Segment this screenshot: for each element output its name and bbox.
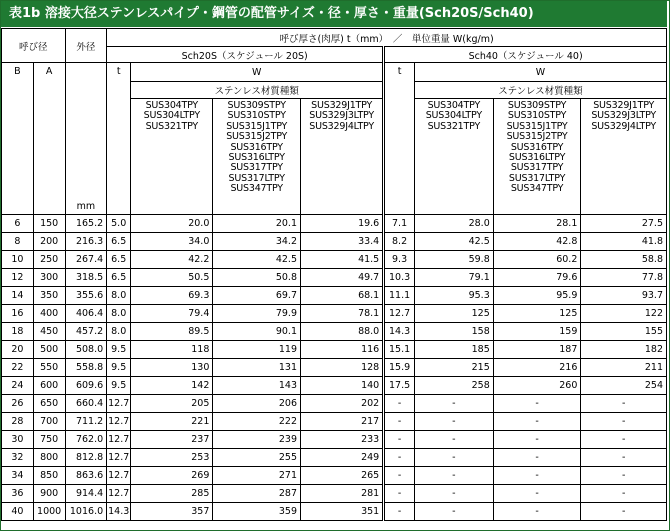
outer-diameter-cell: 762.0 <box>65 431 107 449</box>
sch40-weight-group-2-cell: 187 <box>493 341 581 359</box>
sch20s-thickness-cell: 12.7 <box>107 413 131 431</box>
sch40-weight-group-3-cell: - <box>581 395 667 413</box>
sch20s-thickness-cell: 9.5 <box>107 377 131 395</box>
table-row <box>2 323 667 341</box>
material-grade: SUS329J3LTPY <box>591 110 657 122</box>
sch20s-weight-group-3-cell: 249 <box>301 449 384 467</box>
sch20s-thickness-cell: 6.5 <box>107 269 131 287</box>
sch40-weight-group-1-cell: 215 <box>414 359 493 377</box>
outer-diameter-cell: 318.5 <box>65 269 107 287</box>
table-row <box>2 503 667 521</box>
table-row <box>2 341 667 359</box>
sch40-weight-group-3-cell: - <box>581 449 667 467</box>
sch20s-weight-group-2-cell: 222 <box>213 413 301 431</box>
material-grade: SUS316LTPY <box>228 152 285 164</box>
table-row <box>2 395 667 413</box>
sch40-header: Sch40（スケジュール 40) <box>384 47 667 63</box>
sch20s-weight-group-3-cell: 78.1 <box>301 305 384 323</box>
sch20s-weight-group-2-cell: 79.9 <box>213 305 301 323</box>
outer-diameter-cell: 558.8 <box>65 359 107 377</box>
sch20s-thickness-cell: 12.7 <box>107 449 131 467</box>
size-b-cell: 32 <box>2 449 34 467</box>
table-row <box>2 359 667 377</box>
outer-diameter-cell: 711.2 <box>65 413 107 431</box>
sch20s-weight-group-2-cell: 206 <box>213 395 301 413</box>
sch40-thickness-cell: 8.2 <box>384 233 415 251</box>
sch20s-weight-group-3-cell: 128 <box>301 359 384 377</box>
sch20s-material-group-1 <box>131 99 213 215</box>
outer-diameter-cell: 165.2 <box>65 215 107 233</box>
material-grade: SUS329J4LTPY <box>309 120 374 132</box>
material-grade: SUS304LTPY <box>143 110 200 122</box>
size-b-cell: 16 <box>2 305 34 323</box>
sch40-weight-group-1-cell: - <box>414 395 493 413</box>
size-a-cell: 450 <box>33 323 65 341</box>
sch20s-thickness-cell: 5.0 <box>107 215 131 233</box>
sch40-weight-group-1-cell: 59.8 <box>414 251 493 269</box>
sch20s-weight-group-2-cell: 42.5 <box>213 251 301 269</box>
sch40-material-group-2 <box>493 99 581 215</box>
sch20s-weight-group-1-cell: 237 <box>131 431 213 449</box>
sch40-t-header: t <box>384 63 415 215</box>
table-row <box>2 269 667 287</box>
sch20s-weight-group-3-cell: 233 <box>301 431 384 449</box>
material-grade: SUS317LTPY <box>228 172 285 184</box>
sch40-thickness-cell: 11.1 <box>384 287 415 305</box>
sch20s-weight-group-1-cell: 253 <box>131 449 213 467</box>
sch40-thickness-cell: 7.1 <box>384 215 415 233</box>
sch20s-thickness-cell: 14.3 <box>107 503 131 521</box>
sch40-thickness-cell: - <box>384 431 415 449</box>
size-a-cell: 850 <box>33 467 65 485</box>
sch20s-weight-group-3-cell: 88.0 <box>301 323 384 341</box>
pipe-size-table <box>1 28 667 521</box>
sch40-weight-group-2-cell: 60.2 <box>493 251 581 269</box>
material-grade: SUS309STPY <box>507 100 567 111</box>
unit-mm-label: mm <box>65 63 107 215</box>
outer-diameter-cell: 609.6 <box>65 377 107 395</box>
sch40-weight-group-2-cell: 125 <box>493 305 581 323</box>
sch40-weight-group-1-cell: 185 <box>414 341 493 359</box>
sch40-weight-group-3-cell: 211 <box>581 359 667 377</box>
size-a-cell: 700 <box>33 413 65 431</box>
table-row <box>2 377 667 395</box>
material-grade: SUS316TPY <box>510 141 564 153</box>
size-b-cell: 12 <box>2 269 34 287</box>
size-b-cell: 24 <box>2 377 34 395</box>
sch20s-weight-group-3-cell: 116 <box>301 341 384 359</box>
material-grade: SUS329J4LTPY <box>591 120 657 132</box>
outer-diameter-cell: 914.4 <box>65 485 107 503</box>
sch20s-weight-group-1-cell: 221 <box>131 413 213 431</box>
sch40-thickness-cell: - <box>384 395 415 413</box>
size-a-cell: 900 <box>33 485 65 503</box>
sch20s-material-header: ステンレス材質種類 <box>131 82 384 99</box>
sch20s-weight-group-2-cell: 90.1 <box>213 323 301 341</box>
sch20s-thickness-cell: 6.5 <box>107 233 131 251</box>
material-grade: SUS316LTPY <box>508 152 566 164</box>
size-b-cell: 6 <box>2 215 34 233</box>
material-grade: SUS321TPY <box>145 120 199 132</box>
sch40-weight-group-3-cell: - <box>581 431 667 449</box>
sch20s-material-group-3 <box>301 99 384 215</box>
sch40-thickness-cell: - <box>384 449 415 467</box>
size-b-cell: 10 <box>2 251 34 269</box>
size-b-cell: 14 <box>2 287 34 305</box>
sch40-weight-group-1-cell: - <box>414 503 493 521</box>
size-a-cell: 750 <box>33 431 65 449</box>
sch40-weight-group-1-cell: - <box>414 413 493 431</box>
material-grade: SUS317TPY <box>510 162 564 174</box>
sch20s-weight-group-1-cell: 130 <box>131 359 213 377</box>
material-grade: SUS347TPY <box>230 183 283 195</box>
sch40-weight-group-1-cell: - <box>414 467 493 485</box>
sch20s-weight-group-2-cell: 34.2 <box>213 233 301 251</box>
size-b-cell: 34 <box>2 467 34 485</box>
material-grade: SUS329J3LTPY <box>309 110 374 122</box>
size-a-cell: 800 <box>33 449 65 467</box>
sch20s-weight-group-1-cell: 269 <box>131 467 213 485</box>
sch20s-weight-group-3-cell: 33.4 <box>301 233 384 251</box>
sch20s-weight-group-1-cell: 357 <box>131 503 213 521</box>
sch40-thickness-cell: 15.9 <box>384 359 415 377</box>
sch40-weight-group-3-cell: - <box>581 503 667 521</box>
sch20s-weight-group-1-cell: 285 <box>131 485 213 503</box>
thickness-weight-header: 呼び厚さ(肉厚) t（mm） ／ 単位重量 W(kg/m) <box>107 29 667 47</box>
table-row <box>2 251 667 269</box>
col-a-header: A <box>33 63 65 215</box>
sch20s-weight-group-2-cell: 287 <box>213 485 301 503</box>
sch40-material-group-1 <box>414 99 493 215</box>
sch20s-weight-group-3-cell: 217 <box>301 413 384 431</box>
sch20s-thickness-cell: 8.0 <box>107 287 131 305</box>
sch20s-weight-group-3-cell: 19.6 <box>301 215 384 233</box>
sch40-weight-group-2-cell: - <box>493 449 581 467</box>
sch40-weight-group-3-cell: 155 <box>581 323 667 341</box>
table-body <box>2 215 667 521</box>
material-grade: SUS309STPY <box>227 100 286 111</box>
sch20s-weight-group-3-cell: 49.7 <box>301 269 384 287</box>
material-grade: SUS315J1TPY <box>226 120 288 132</box>
sch20s-weight-group-1-cell: 79.4 <box>131 305 213 323</box>
sch20s-t-header: t <box>107 63 131 215</box>
sch20s-weight-group-1-cell: 142 <box>131 377 213 395</box>
sch40-thickness-cell: - <box>384 503 415 521</box>
size-b-cell: 36 <box>2 485 34 503</box>
sch40-weight-group-2-cell: - <box>493 485 581 503</box>
sch20s-weight-group-3-cell: 140 <box>301 377 384 395</box>
sch20s-header: Sch20S（スケジュール 20S) <box>107 47 384 63</box>
sch40-w-header: W <box>414 63 666 82</box>
size-a-cell: 600 <box>33 377 65 395</box>
sch20s-w-header: W <box>131 63 384 82</box>
table-row <box>2 449 667 467</box>
material-grade: SUS329J1TPY <box>311 100 373 111</box>
sch20s-thickness-cell: 8.0 <box>107 323 131 341</box>
sch40-material-group-3 <box>581 99 667 215</box>
material-grade: SUS329J1TPY <box>593 100 655 111</box>
sch20s-weight-group-2-cell: 69.7 <box>213 287 301 305</box>
sch20s-thickness-cell: 12.7 <box>107 431 131 449</box>
outer-diameter-cell: 812.8 <box>65 449 107 467</box>
size-a-cell: 1000 <box>33 503 65 521</box>
col-b-header: B <box>2 63 34 215</box>
outer-diameter-header: 外径 <box>65 29 107 63</box>
table-row <box>2 233 667 251</box>
table-title: 表1b 溶接大径ステンレスパイプ・鋼管の配管サイズ・径・厚さ・重量(Sch20S/Sch40) <box>1 1 667 27</box>
sch20s-weight-group-1-cell: 20.0 <box>131 215 213 233</box>
outer-diameter-cell: 660.4 <box>65 395 107 413</box>
sch40-weight-group-2-cell: 159 <box>493 323 581 341</box>
table-row <box>2 305 667 323</box>
sch40-weight-group-2-cell: - <box>493 431 581 449</box>
outer-diameter-cell: 216.3 <box>65 233 107 251</box>
sch40-weight-group-2-cell: - <box>493 413 581 431</box>
sch40-material-header: ステンレス材質種類 <box>414 82 666 99</box>
sch40-thickness-cell: - <box>384 485 415 503</box>
sch20s-weight-group-1-cell: 42.2 <box>131 251 213 269</box>
table-row <box>2 467 667 485</box>
sch40-weight-group-3-cell: 27.5 <box>581 215 667 233</box>
material-grade: SUS315J2TPY <box>226 131 288 143</box>
sch40-weight-group-3-cell: 58.8 <box>581 251 667 269</box>
material-grade: SUS315J1TPY <box>506 120 568 132</box>
table-row <box>2 215 667 233</box>
sch40-weight-group-1-cell: - <box>414 485 493 503</box>
material-grade: SUS317TPY <box>230 162 283 174</box>
sch40-thickness-cell: 9.3 <box>384 251 415 269</box>
sch20s-weight-group-2-cell: 271 <box>213 467 301 485</box>
sch40-weight-group-3-cell: - <box>581 467 667 485</box>
sch20s-weight-group-2-cell: 239 <box>213 431 301 449</box>
sch20s-weight-group-3-cell: 351 <box>301 503 384 521</box>
sch20s-thickness-cell: 12.7 <box>107 467 131 485</box>
sch20s-weight-group-2-cell: 119 <box>213 341 301 359</box>
outer-diameter-cell: 406.4 <box>65 305 107 323</box>
size-b-cell: 26 <box>2 395 34 413</box>
sch20s-weight-group-1-cell: 205 <box>131 395 213 413</box>
sch20s-weight-group-2-cell: 255 <box>213 449 301 467</box>
table-row <box>2 413 667 431</box>
sch20s-thickness-cell: 12.7 <box>107 395 131 413</box>
material-grade: SUS310STPY <box>227 110 286 122</box>
sch40-weight-group-3-cell: 41.8 <box>581 233 667 251</box>
size-a-cell: 200 <box>33 233 65 251</box>
sch40-weight-group-2-cell: 260 <box>493 377 581 395</box>
sch40-thickness-cell: - <box>384 467 415 485</box>
sch40-weight-group-2-cell: 42.8 <box>493 233 581 251</box>
outer-diameter-cell: 355.6 <box>65 287 107 305</box>
outer-diameter-cell: 508.0 <box>65 341 107 359</box>
size-a-cell: 300 <box>33 269 65 287</box>
size-b-cell: 22 <box>2 359 34 377</box>
sch40-weight-group-3-cell: - <box>581 485 667 503</box>
size-a-cell: 500 <box>33 341 65 359</box>
sch40-weight-group-1-cell: 95.3 <box>414 287 493 305</box>
size-b-cell: 28 <box>2 413 34 431</box>
sch20s-weight-group-1-cell: 89.5 <box>131 323 213 341</box>
sch40-weight-group-2-cell: 95.9 <box>493 287 581 305</box>
sch20s-weight-group-3-cell: 265 <box>301 467 384 485</box>
size-b-cell: 8 <box>2 233 34 251</box>
sch20s-weight-group-1-cell: 69.3 <box>131 287 213 305</box>
sch20s-thickness-cell: 9.5 <box>107 359 131 377</box>
sch40-weight-group-1-cell: 125 <box>414 305 493 323</box>
table-row <box>2 287 667 305</box>
sch40-weight-group-1-cell: - <box>414 431 493 449</box>
sch40-weight-group-2-cell: 28.1 <box>493 215 581 233</box>
table-row <box>2 485 667 503</box>
material-grade: SUS321TPY <box>427 120 481 132</box>
sch20s-thickness-cell: 9.5 <box>107 341 131 359</box>
outer-diameter-cell: 863.6 <box>65 467 107 485</box>
size-a-cell: 150 <box>33 215 65 233</box>
sch40-weight-group-2-cell: - <box>493 503 581 521</box>
sch40-weight-group-3-cell: - <box>581 413 667 431</box>
material-grade: SUS304LTPY <box>425 110 482 122</box>
sch40-weight-group-2-cell: - <box>493 467 581 485</box>
size-b-cell: 40 <box>2 503 34 521</box>
sch20s-material-group-2 <box>213 99 301 215</box>
outer-diameter-cell: 457.2 <box>65 323 107 341</box>
size-b-cell: 30 <box>2 431 34 449</box>
sch40-weight-group-2-cell: 79.6 <box>493 269 581 287</box>
sch20s-weight-group-1-cell: 34.0 <box>131 233 213 251</box>
sch40-weight-group-1-cell: 28.0 <box>414 215 493 233</box>
outer-diameter-cell: 267.4 <box>65 251 107 269</box>
sch40-weight-group-1-cell: 158 <box>414 323 493 341</box>
material-grade: SUS347TPY <box>510 183 564 195</box>
sch40-thickness-cell: 12.7 <box>384 305 415 323</box>
sch20s-weight-group-1-cell: 118 <box>131 341 213 359</box>
sch40-weight-group-3-cell: 77.8 <box>581 269 667 287</box>
sch40-weight-group-3-cell: 122 <box>581 305 667 323</box>
sch40-weight-group-1-cell: 79.1 <box>414 269 493 287</box>
material-grade: SUS315J2TPY <box>506 131 568 143</box>
size-a-cell: 350 <box>33 287 65 305</box>
sch40-weight-group-3-cell: 254 <box>581 377 667 395</box>
material-grade: SUS310STPY <box>507 110 567 122</box>
sch20s-weight-group-3-cell: 281 <box>301 485 384 503</box>
outer-diameter-cell: 1016.0 <box>65 503 107 521</box>
sch20s-weight-group-2-cell: 359 <box>213 503 301 521</box>
nominal-size-header: 呼び径 <box>2 29 66 63</box>
sch40-thickness-cell: 15.1 <box>384 341 415 359</box>
sch20s-weight-group-2-cell: 131 <box>213 359 301 377</box>
sch20s-weight-group-3-cell: 202 <box>301 395 384 413</box>
sch40-weight-group-1-cell: - <box>414 449 493 467</box>
size-b-cell: 18 <box>2 323 34 341</box>
sch20s-thickness-cell: 8.0 <box>107 305 131 323</box>
sch20s-weight-group-2-cell: 143 <box>213 377 301 395</box>
material-grade: SUS304TPY <box>427 100 481 111</box>
sch40-thickness-cell: 17.5 <box>384 377 415 395</box>
size-a-cell: 250 <box>33 251 65 269</box>
table-row <box>2 431 667 449</box>
sch20s-weight-group-1-cell: 50.5 <box>131 269 213 287</box>
material-grade: SUS304TPY <box>145 100 199 111</box>
size-a-cell: 400 <box>33 305 65 323</box>
sch40-weight-group-1-cell: 258 <box>414 377 493 395</box>
sch40-weight-group-3-cell: 93.7 <box>581 287 667 305</box>
sch40-weight-group-3-cell: 182 <box>581 341 667 359</box>
sch20s-weight-group-2-cell: 20.1 <box>213 215 301 233</box>
material-grade: SUS317LTPY <box>508 172 566 184</box>
sch40-weight-group-2-cell: 216 <box>493 359 581 377</box>
sch20s-weight-group-2-cell: 50.8 <box>213 269 301 287</box>
sch40-weight-group-1-cell: 42.5 <box>414 233 493 251</box>
sch40-thickness-cell: 10.3 <box>384 269 415 287</box>
sch20s-weight-group-3-cell: 68.1 <box>301 287 384 305</box>
material-grade: SUS316TPY <box>230 141 283 153</box>
size-a-cell: 650 <box>33 395 65 413</box>
sch40-weight-group-2-cell: - <box>493 395 581 413</box>
size-a-cell: 550 <box>33 359 65 377</box>
sch20s-weight-group-3-cell: 41.5 <box>301 251 384 269</box>
sch20s-thickness-cell: 12.7 <box>107 485 131 503</box>
sch40-thickness-cell: - <box>384 413 415 431</box>
size-b-cell: 20 <box>2 341 34 359</box>
sch20s-thickness-cell: 6.5 <box>107 251 131 269</box>
sch40-thickness-cell: 14.3 <box>384 323 415 341</box>
